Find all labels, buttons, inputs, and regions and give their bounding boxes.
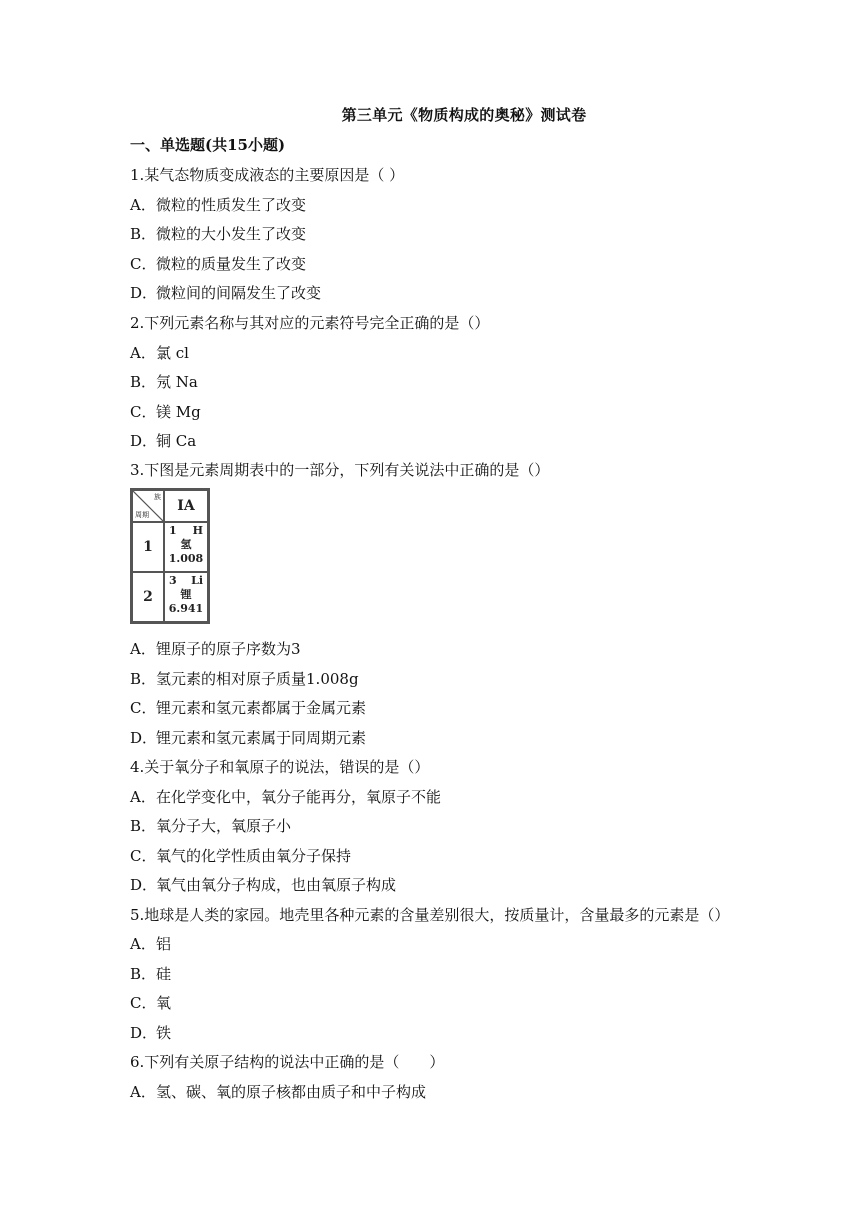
option-letter: B． — [130, 817, 157, 835]
element-symbol: H — [192, 524, 203, 537]
question-5-option-d — [130, 1022, 171, 1043]
option-text: 微粒间的间隔发生了改变 — [156, 284, 322, 302]
question-5-stem: 5.地球是人类的家园。地壳里各种元素的含量差别很大，按质量计，含量最多的元素是（） — [130, 906, 730, 924]
question-1-stem: 1.某气态物质变成液态的主要原因是（ ） — [130, 166, 405, 184]
option-text: 在化学变化中，氧分子能再分，氧原子不能 — [156, 788, 442, 806]
option-text: 硅 — [156, 965, 172, 983]
question-1-option-d — [130, 282, 321, 303]
option-letter: D． — [130, 729, 158, 747]
question-2-stem: 2.下列元素名称与其对应的元素符号完全正确的是（） — [130, 314, 490, 332]
section-heading: 一、单选题(共15小题) — [130, 136, 286, 154]
question-4-option-b — [130, 815, 291, 836]
page-title: 第三单元《物质构成的奥秘》测试卷 — [341, 106, 587, 124]
group-header-label: 族 — [154, 493, 161, 501]
option-text: 氢、碳、氧的原子核都由质子和中子构成 — [156, 1083, 427, 1101]
question-5-option-a — [130, 933, 171, 954]
option-letter: A． — [130, 788, 156, 806]
question-5-option-c — [130, 992, 171, 1013]
option-text: 氯 cl — [156, 344, 189, 362]
option-letter: A． — [130, 344, 156, 362]
atomic-number: 3 — [169, 574, 177, 587]
question-2-option-b — [130, 371, 198, 392]
periodic-table-excerpt — [130, 488, 210, 624]
question-4-option-a — [130, 786, 441, 807]
option-letter: B． — [130, 965, 157, 983]
option-text: 锂元素和氢元素属于同周期元素 — [156, 729, 367, 747]
option-letter: B． — [130, 670, 157, 688]
option-letter: A． — [130, 935, 156, 953]
option-letter: D． — [130, 1024, 158, 1042]
period-label-2: 2 — [132, 572, 164, 622]
question-4-option-d — [130, 874, 396, 895]
period-header-label: 周期 — [135, 511, 149, 519]
option-text: 氧气由氧分子构成，也由氧原子构成 — [156, 876, 397, 894]
option-letter: A． — [130, 1083, 156, 1101]
question-3-option-d — [130, 727, 366, 748]
atomic-number: 1 — [169, 524, 177, 537]
element-cell-hydrogen — [164, 522, 208, 572]
element-name: 锂 — [180, 588, 192, 601]
option-letter: B． — [130, 373, 157, 391]
option-text: 锂原子的原子序数为3 — [156, 640, 301, 658]
option-letter: C． — [130, 699, 157, 717]
question-3-option-a — [130, 638, 301, 659]
option-text: 铝 — [156, 935, 172, 953]
question-6-stem: 6.下列有关原子结构的说法中正确的是（ ） — [130, 1053, 445, 1071]
period-label-1: 1 — [132, 522, 164, 572]
option-letter: A． — [130, 640, 156, 658]
option-letter: C． — [130, 994, 157, 1012]
group-label: IA — [164, 490, 208, 522]
option-letter: C． — [130, 847, 157, 865]
option-text: 微粒的大小发生了改变 — [156, 225, 307, 243]
option-letter: D． — [130, 432, 158, 450]
option-letter: C． — [130, 403, 157, 421]
option-text: 铁 — [156, 1024, 172, 1042]
option-letter: B． — [130, 225, 157, 243]
question-1-option-c — [130, 253, 306, 274]
question-1-option-a — [130, 194, 306, 215]
element-name: 氢 — [180, 538, 192, 551]
option-text: 氢元素的相对原子质量1.008g — [156, 670, 359, 688]
option-text: 铜 Ca — [156, 432, 197, 450]
option-text: 微粒的性质发生了改变 — [156, 196, 307, 214]
question-4-stem: 4.关于氧分子和氧原子的说法，错误的是（） — [130, 758, 430, 776]
question-1-option-b — [130, 223, 306, 244]
option-letter: D． — [130, 284, 158, 302]
option-text: 氧 — [156, 994, 172, 1012]
table-header-corner — [132, 490, 164, 522]
option-letter: C． — [130, 255, 157, 273]
question-3-option-b — [130, 668, 359, 689]
option-text: 氖 Na — [156, 373, 198, 391]
option-letter: D． — [130, 876, 158, 894]
element-cell-lithium — [164, 572, 208, 622]
question-3-stem: 3.下图是元素周期表中的一部分，下列有关说法中正确的是（） — [130, 461, 550, 479]
option-letter: A． — [130, 196, 156, 214]
atomic-mass: 6.941 — [168, 602, 204, 615]
atomic-mass: 1.008 — [168, 552, 204, 565]
question-6-option-a — [130, 1081, 426, 1102]
option-text: 氧分子大，氧原子小 — [156, 817, 292, 835]
option-text: 镁 Mg — [156, 403, 201, 421]
question-4-option-c — [130, 845, 351, 866]
question-5-option-b — [130, 963, 171, 984]
question-2-option-a — [130, 342, 189, 363]
question-3-option-c — [130, 697, 366, 718]
option-text: 氧气的化学性质由氧分子保持 — [156, 847, 352, 865]
question-2-option-c — [130, 401, 201, 422]
option-text: 微粒的质量发生了改变 — [156, 255, 307, 273]
element-symbol: Li — [191, 574, 203, 587]
question-2-option-d — [130, 430, 196, 451]
option-text: 锂元素和氢元素都属于金属元素 — [156, 699, 367, 717]
